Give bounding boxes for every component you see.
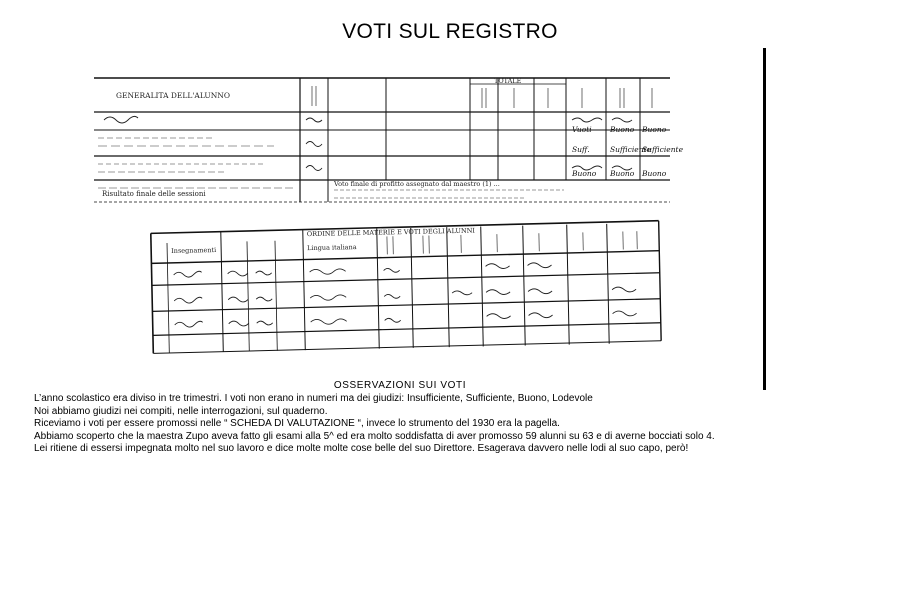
scan-top-row3-a: Buono bbox=[572, 169, 597, 178]
observation-line: Lei ritiene di essersi impegnata molto nel suo lavoro e dice molte molte cose belle del suo Direttore. Esagerava davvero nelle lodi al suo capo, però! bbox=[34, 443, 689, 455]
observations-text bbox=[34, 393, 786, 456]
register-scan-top bbox=[94, 72, 684, 204]
register-scan-bottom bbox=[148, 222, 668, 354]
scan-bottom-header-main: ORDINE DELLE MATERIE E VOTI DEGLI ALUNNI bbox=[306, 226, 476, 239]
scan-top-footer-left: Risultato finale delle sessioni bbox=[102, 190, 206, 198]
scan-top-row2-c: Sufficiente bbox=[642, 145, 684, 154]
scan-top-row1-a: Vuoti bbox=[572, 125, 592, 134]
observations-heading: OSSERVAZIONI SUI VOTI bbox=[333, 380, 467, 391]
vertical-divider bbox=[763, 48, 766, 390]
scan-top-row1-c: Buono bbox=[642, 125, 667, 134]
observation-line: Noi abbiamo giudizi nei compiti, nelle interrogazioni, sul quaderno. bbox=[34, 405, 328, 417]
scan-top-row1-b: Buono bbox=[610, 125, 635, 134]
scan-bottom-header-col2: Lingua italiana bbox=[307, 243, 357, 253]
scan-top-header-total: TOTALE bbox=[494, 77, 522, 85]
scan-top-footer-text: Voto finale di profitto assegnato dal maestro (1) ... bbox=[334, 180, 500, 188]
observation-line: Riceviamo i voti per essere promossi nelle “ SCHEDA DI VALUTAZIONE “, invece lo strumento del 1930 era la pagella. bbox=[34, 418, 560, 430]
observation-line: L’anno scolastico era diviso in tre trimestri. I voti non erano in numeri ma dei giudizi: Insufficiente, Sufficiente, Buono, Lodevole bbox=[34, 393, 593, 404]
scan-bottom-header-col1: Insegnamenti bbox=[171, 246, 217, 255]
page-title: VOTI SUL REGISTRO bbox=[342, 20, 558, 43]
observation-line: Abbiamo scoperto che la maestra Zupo aveva fatto gli esami alla 5^ ed era molto soddisfatta di aver promosso 59 alunni su 63 e di averne bocciati solo 4. bbox=[34, 430, 715, 442]
scan-top-header-left: GENERALITA DELL'ALUNNO bbox=[116, 91, 230, 100]
scan-top-row3-b: Buono bbox=[610, 169, 635, 178]
scan-top-row3-c: Buono bbox=[642, 169, 667, 178]
scan-top-row2-a: Suff. bbox=[572, 145, 590, 154]
scan-top-row2-b: Sufficiente bbox=[610, 145, 652, 154]
